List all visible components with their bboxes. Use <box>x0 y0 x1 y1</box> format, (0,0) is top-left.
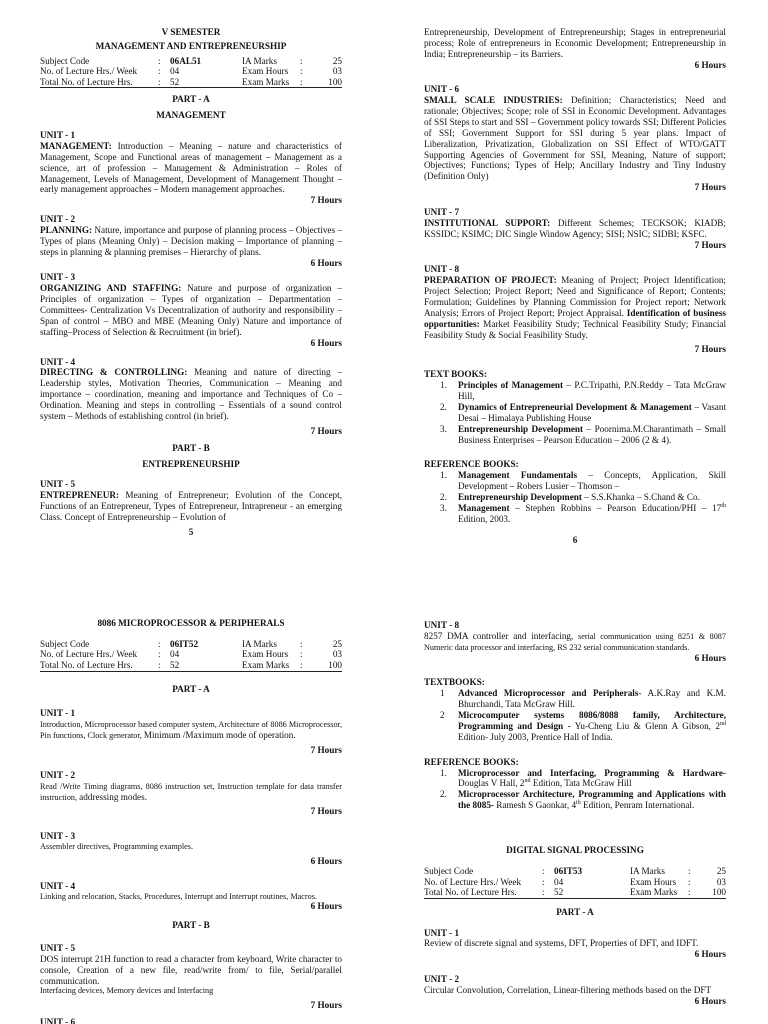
list-item: 3. Management – Stephen Robbins – Pearson Education/PHI – 17th Edition, 2003. <box>440 502 726 524</box>
unit-heading: UNIT - 4 <box>40 880 76 891</box>
unit-text: 8257 DMA controller and interfacing, <box>424 630 579 641</box>
unit-hours: 6 Hours <box>310 901 342 912</box>
unit-block <box>424 207 726 250</box>
unit-text: Different Schemes; TECKSOK; KIADB; KSSIDC; KSIMC; DIC Single Window Agency; SISI; NSIC; SIDBI; KSFC. <box>424 217 726 239</box>
textbooks-heading: TEXT BOOKS: <box>424 369 487 380</box>
unit-text: Meaning of Entrepreneur; Evolution of the Concept, Functions of an Entrepreneur, Types of Entrepreneur, Intrapreneur - an emerging Class. Concept of Entrepreneurship – Evolution of <box>40 490 342 522</box>
unit-block <box>40 130 342 206</box>
textbooks-heading: TEXTBOOKS: <box>424 677 485 688</box>
semester-heading: V SEMESTER <box>161 27 221 37</box>
unit-text: Meaning of Project; Project Identification; Project Selection; Project Report; Need and Significance of Report; Contents; Formulation; Guidelines by Planning Commission for Project report; Network Analysis; Errors of Project Report; Project Appraisal. <box>424 275 726 318</box>
part-heading: PART - A <box>172 683 210 694</box>
unit-hours: 7 Hours <box>310 1000 342 1011</box>
unit-hours: 6 Hours <box>694 949 726 960</box>
meta-label: No. of Lecture Hrs./ Week <box>40 649 138 660</box>
unit-text: Nature and purpose of organization – Principles of organization – Types of organization – Departmentation – Committees- Centralization Vs Decentralization of authority and responsibility – Span of control – MBO and MBE (Meaning Only) Nature and importance of staffing–Process of Selection & Recruitment (in brief). <box>40 283 342 337</box>
unit-lead: MANAGEMENT: <box>40 141 112 152</box>
unit-text: Circular Convolution, Correlation, Linear-filtering methods based on the DFT <box>424 984 712 995</box>
list-item: 3. Entrepreneurship Development – Poornima.M.Charantimath – Small Business Enterprises – Pearson Education – 2006 (2 & 4). <box>440 423 726 445</box>
unit-text: Linking and relocation, Stacks, Procedures, Interrupt and Interrupt routines, Macros. <box>40 891 317 901</box>
subject-meta-table: Subject Code : 06AL51 IA Marks : 25 No. of Lecture Hrs./ Week : 04 Exam Hours : 03 Total No. of Lecture Hrs. : 52 Exam Marks : 100 <box>40 55 342 87</box>
meta-value: 03 <box>332 66 342 77</box>
meta-value: 52 <box>170 77 242 88</box>
unit-hours: 6 Hours <box>310 855 342 866</box>
meta-value: 52 <box>170 660 242 671</box>
unit-heading: UNIT - 7 <box>424 207 460 218</box>
unit-hours: 7 Hours <box>694 239 726 250</box>
list-item: 1. Principles of Management – P.C.Tripathi, P.N.Reddy – Tata McGraw Hill, <box>440 380 726 402</box>
meta-label: IA Marks <box>630 865 665 876</box>
list-item: 2. Microprocessor Architecture, Programming and Applications with the 8085- Ramesh S Gaonkar, 4th Edition, Penram International. <box>440 789 726 811</box>
unit-text: Nature, importance and purpose of planning process – Objectives – Types of plans (Meaning Only) – Decision making – Importance of planning – steps in planning & planning premises – Hierarchy of plans. <box>40 225 342 257</box>
page-6-section <box>424 27 726 545</box>
reference-books-list <box>440 768 726 812</box>
reference-books-list <box>440 470 726 524</box>
meta-value: 25 <box>332 55 342 66</box>
unit-hours: 6 Hours <box>310 337 342 348</box>
unit-text: Introduction, Microprocessor based computer system, Architecture of 8086 Microprocessor, Pin functions, Clock generator, <box>40 720 342 741</box>
unit-lead: ENTREPRENEUR: <box>40 490 120 501</box>
unit-hours: 7 Hours <box>310 806 342 817</box>
meta-value: 04 <box>554 876 564 887</box>
part-heading: PART - A <box>556 906 594 917</box>
meta-label: Exam Hours <box>242 649 289 660</box>
part-heading: PART - B <box>172 920 210 931</box>
page-5-section <box>40 27 342 538</box>
unit-heading: UNIT - 4 <box>40 356 76 367</box>
unit-heading: UNIT - 2 <box>424 974 460 985</box>
list-item: 1. Microprocessor and Interfacing, Programming & Hardware- Douglas V Hall, 2nd Edition, Tata McGraw Hill <box>440 767 726 789</box>
unit-hours: 6 Hours <box>310 257 342 268</box>
unit-block <box>40 214 342 268</box>
meta-label: IA Marks <box>242 55 277 66</box>
meta-value: 06IT53 <box>554 865 583 876</box>
subject-title: MANAGEMENT AND ENTREPRENEURSHIP <box>95 40 287 51</box>
unit-hours: 6 Hours <box>694 652 726 663</box>
unit-text: Introduction – Meaning – nature and characteristics of Management, Scope and Functional areas of management – Management as a science, art of profession – Management & Administration – Roles of Management, Levels of Management, Development of Management Thought – early management approaches – Modern management approaches. <box>40 141 342 195</box>
unit-text: Minimum /Maximum mode of operation. <box>143 730 296 741</box>
part-heading: PART - A <box>172 94 210 105</box>
continued-text: Entrepreneurship, Development of Entrepreneurship; Stages in entrepreneurial process; Role of entrepreneurs in Economic Development; Entrepreneurship in India; Entrepreneurship – its Barriers. <box>424 27 726 59</box>
unit-heading: UNIT - 5 <box>40 942 76 953</box>
page-number: 6 <box>572 534 578 545</box>
unit-text: Interfacing devices, Memory devices and Interfacing <box>40 986 214 996</box>
unit-heading: UNIT - 3 <box>40 831 76 842</box>
meta-value: 03 <box>332 649 342 660</box>
unit-block <box>424 84 726 193</box>
unit-heading: UNIT - 3 <box>40 272 76 283</box>
unit-text: Assembler directives, Programming examples. <box>40 842 194 852</box>
unit-lead: Identification of business opportunities: <box>424 307 726 329</box>
unit-hours: 7 Hours <box>310 425 342 436</box>
meta-label: Exam Marks <box>630 887 688 898</box>
meta-label: Exam Marks <box>242 77 300 88</box>
unit-heading: UNIT - 1 <box>424 927 460 938</box>
unit-hours: 7 Hours <box>694 344 726 355</box>
meta-value: 04 <box>170 649 180 660</box>
meta-label: Total No. of Lecture Hrs. <box>40 660 158 671</box>
unit-block <box>40 357 342 437</box>
list-item: 2 Microcomputer systems 8086/8088 family, Architecture, Programming and Design - Yu-Cheng Liu & Glenn A Gibson, 2nd Edition- July 2003, Prentice Hall of India. <box>440 710 726 742</box>
unit-lead: PREPARATION OF PROJECT: <box>424 275 557 286</box>
meta-label: Exam Hours <box>630 876 677 887</box>
textbooks-list <box>440 380 726 445</box>
part-title: MANAGEMENT <box>156 110 226 121</box>
unit-lead: SMALL SCALE INDUSTRIES: <box>424 95 563 106</box>
meta-value: 52 <box>554 887 630 898</box>
meta-label: IA Marks <box>242 638 277 649</box>
unit-text: Market Feasibility Study; Technical Feasibility Study; Financial Feasibility Study & Social Feasibility Study. <box>424 318 726 340</box>
unit-hours: 7 Hours <box>310 195 342 206</box>
unit-block <box>424 264 726 355</box>
unit-heading: UNIT - 2 <box>40 214 76 225</box>
meta-value: 100 <box>316 77 342 88</box>
dsp-section <box>424 620 726 1007</box>
list-item: 2. Dynamics of Entrepreneurial Development & Management – Vasant Desai – Himalaya Publishing House <box>440 401 727 423</box>
unit-hours: 6 Hours <box>694 59 726 70</box>
meta-value: 03 <box>716 876 726 887</box>
meta-value: 25 <box>332 638 342 649</box>
unit-text: DOS interrupt 21H function to read a character from keyboard, Write character to console, Creation of a new file, read/write from/ to file, Serial/parallel communication. <box>40 953 342 986</box>
meta-value: 06AL51 <box>170 55 202 66</box>
unit-heading: UNIT - 2 <box>40 769 76 780</box>
unit-lead: INSTITUTIONAL SUPPORT: <box>424 217 551 228</box>
meta-label: Subject Code <box>40 638 90 649</box>
reference-books-heading: REFERENCE BOOKS: <box>424 459 519 470</box>
meta-label: Exam Hours <box>242 66 289 77</box>
meta-label: Total No. of Lecture Hrs. <box>424 887 542 898</box>
subject-title: 8086 MICROPROCESSOR & PERIPHERALS <box>97 618 285 628</box>
unit-heading: UNIT - 8 <box>424 264 460 275</box>
reference-books-heading: REFERENCE BOOKS: <box>424 756 519 767</box>
meta-value: 100 <box>316 660 342 671</box>
textbooks-list <box>440 688 726 742</box>
unit-heading: UNIT - 1 <box>40 130 76 141</box>
unit-lead: DIRECTING & CONTROLLING: <box>40 367 188 378</box>
unit-heading: UNIT - 1 <box>40 708 76 719</box>
unit-hours: 6 Hours <box>694 995 726 1006</box>
unit-hours: 7 Hours <box>694 182 726 193</box>
part-heading: PART - B <box>172 442 210 453</box>
subject-title: DIGITAL SIGNAL PROCESSING <box>506 845 644 856</box>
meta-label: Subject Code <box>40 55 90 66</box>
page-number: 5 <box>188 526 194 537</box>
unit-heading: UNIT - 5 <box>40 479 76 490</box>
unit-lead: PLANNING: <box>40 225 93 236</box>
subject-meta-table: Subject Code : 06IT53 IA Marks : 25 No. of Lecture Hrs./ Week : 04 Exam Hours : 03 Total No. of Lecture Hrs. : 52 Exam Marks : 100 <box>424 865 726 898</box>
list-item: 2. Entrepreneurship Development – S.S.Khanka – S.Chand & Co. <box>440 491 700 502</box>
list-item: 1. Management Fundamentals – Concepts, Application, Skill Development – Robers Lusier – Thomson – <box>440 470 726 492</box>
unit-text: Meaning and nature of directing – Leadership styles, Motivation Theories, Communication – Meaning and importance – coordination, meaning and importance and Techniques of Co – Ordination. Meaning and steps in controlling – Essentials of a sound control system – Methods of establishing control (in brief). <box>40 367 343 421</box>
meta-label: Total No. of Lecture Hrs. <box>40 77 158 88</box>
meta-label: No. of Lecture Hrs./ Week <box>424 876 522 887</box>
unit-lead: ORGANIZING AND STAFFING: <box>40 283 182 294</box>
meta-label: No. of Lecture Hrs./ Week <box>40 66 138 77</box>
meta-label: Exam Marks <box>242 660 300 671</box>
subject-meta-table: Subject Code : 06IT52 IA Marks : 25 No. of Lecture Hrs./ Week : 04 Exam Hours : 03 Total No. of Lecture Hrs. : 52 Exam Marks : 100 <box>40 638 342 671</box>
meta-value: 100 <box>704 887 726 898</box>
unit-heading: UNIT - 8 <box>424 620 460 630</box>
unit-text: serial communication using 8251 & 8087 Numeric data processor and interfacing, RS 232 serial communication standards. <box>424 631 726 652</box>
meta-value: 04 <box>170 66 180 77</box>
meta-value: 25 <box>716 865 726 876</box>
meta-value: 06IT52 <box>170 638 199 649</box>
meta-label: Subject Code <box>424 865 474 876</box>
microprocessor-section <box>40 618 342 1024</box>
unit-text: Read /Write Timing diagrams, 8086 instruction set, Instruction template for data transfer instruction, <box>40 781 342 802</box>
unit-text: Review of discrete signal and systems, DFT, Properties of DFT, and IDFT. <box>424 938 699 949</box>
list-item: 1 Advanced Microprocessor and Peripherals- A.K.Ray and K.M. Bhurchandi, Tata McGraw Hill. <box>440 688 726 710</box>
unit-heading: UNIT - 6 <box>424 84 460 95</box>
part-title: ENTREPRENEURSHIP <box>142 459 240 470</box>
unit-text: Definition; Characteristics; Need and rationale; Objectives; Scope; role of SSI in Economic Development. Advantages of SSI Steps to start and SSI – Government policy towards SSI; Different Policies of SSI; Government Support for SSI during 5 year plans. Impact of Liberalization, Privatization, Globalization on SSI Effect of WTO/GATT Supporting Agencies of Government for SSI, Meaning, Nature of support; Objectives; Functions; Types of Help; Ancillary Industry and Tiny Industry (Definition Only) <box>424 95 726 182</box>
unit-hours: 7 Hours <box>310 745 342 756</box>
unit-block <box>40 272 342 348</box>
unit-text: addressing modes. <box>79 791 147 802</box>
unit-heading: UNIT - 6 <box>40 1016 76 1024</box>
